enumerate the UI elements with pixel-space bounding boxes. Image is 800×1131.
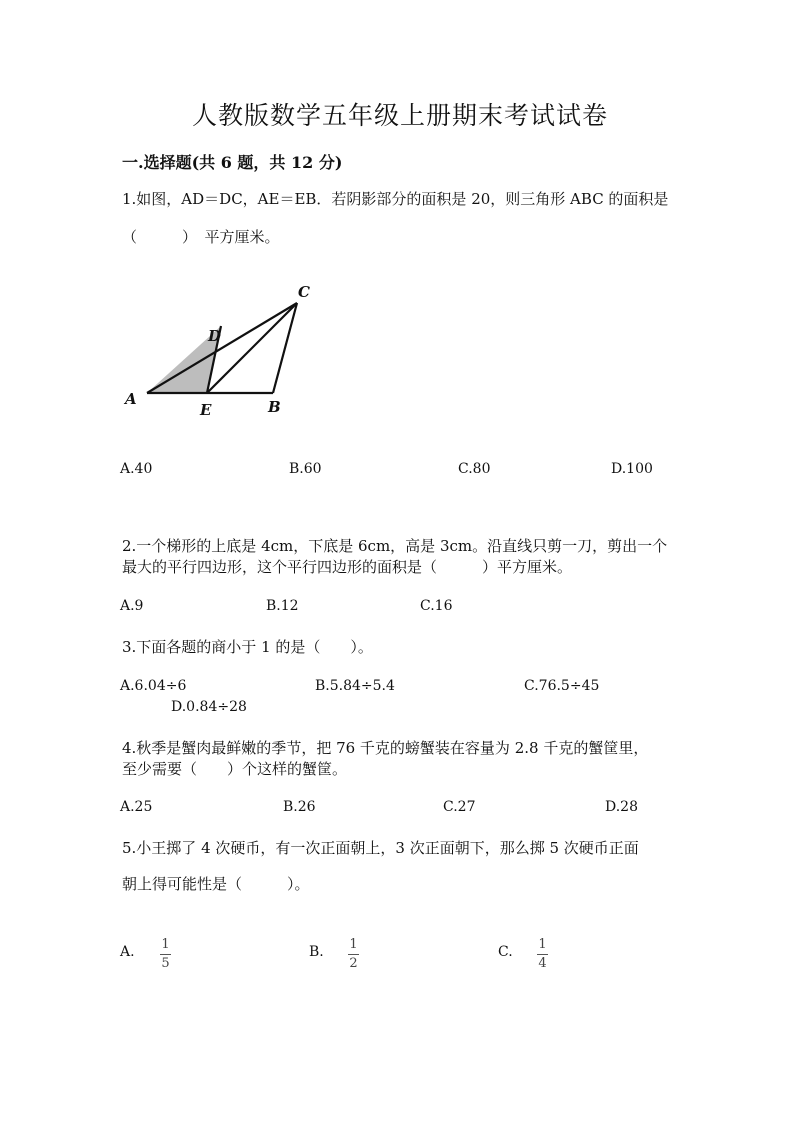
question-3-text: 3.下面各题的商小于 1 的是（ ）。 — [122, 638, 373, 656]
question-4-option-a[interactable]: A.25 — [120, 799, 153, 815]
question-2-text-line2: 最大的平行四边形，这个平行四边形的面积是（ ）平方厘米。 — [122, 558, 573, 576]
label-d: D — [208, 327, 222, 345]
question-5-option-c-fraction[interactable] — [537, 938, 548, 971]
question-2-text-line1: 2.一个梯形的上底是 4cm，下底是 6cm，高是 3cm。沿直线只剪一刀，剪出一个 — [122, 537, 668, 555]
question-1-option-c[interactable]: C.80 — [458, 461, 491, 477]
question-3-option-d[interactable]: D.0.84÷28 — [171, 699, 247, 715]
fraction-denominator: 2 — [349, 956, 358, 971]
fraction-bar — [160, 954, 171, 955]
question-4-option-c[interactable]: C.27 — [443, 799, 476, 815]
label-b: B — [268, 398, 281, 416]
fraction-bar — [537, 954, 548, 955]
question-5-option-b-fraction[interactable] — [348, 938, 359, 971]
fraction-denominator: 5 — [161, 956, 170, 971]
question-3-option-a[interactable]: A.6.04÷6 — [120, 678, 187, 694]
page-title: 人教版数学五年级上册期末考试试卷 — [191, 101, 608, 130]
question-2-option-a[interactable]: A.9 — [120, 598, 144, 614]
label-c: C — [298, 283, 310, 301]
question-5-option-c-label[interactable]: C. — [498, 944, 513, 960]
fraction-denominator: 4 — [538, 956, 547, 971]
question-5-text-line1: 5.小王掷了 4 次硬币，有一次正面朝上，3 次正面朝下，那么掷 5 次硬币正面 — [122, 839, 639, 857]
fraction-numerator: 1 — [161, 937, 170, 952]
question-4-option-d[interactable]: D.28 — [605, 799, 638, 815]
question-5-option-a-fraction[interactable] — [160, 938, 171, 971]
question-3-option-c[interactable]: C.76.5÷45 — [524, 678, 600, 694]
label-a: A — [125, 390, 137, 408]
question-1-option-a[interactable]: A.40 — [120, 461, 153, 477]
question-3-option-b[interactable]: B.5.84÷5.4 — [315, 678, 395, 694]
question-2-option-c[interactable]: C.16 — [420, 598, 453, 614]
question-1-option-b[interactable]: B.60 — [289, 461, 322, 477]
question-4-text-line2: 至少需要（ ）个这样的蟹筐。 — [122, 760, 348, 778]
fraction-bar — [348, 954, 359, 955]
question-1-option-d[interactable]: D.100 — [611, 461, 653, 477]
fraction-numerator: 1 — [538, 937, 547, 952]
label-e: E — [200, 401, 212, 419]
question-4-option-b[interactable]: B.26 — [283, 799, 316, 815]
question-1-text-line1: 1.如图，AD＝DC，AE＝EB．若阴影部分的面积是 20，则三角形 ABC 的面积是 — [122, 190, 669, 208]
question-1-text-line2: （ ） 平方厘米。 — [122, 228, 280, 246]
question-5-text-line2: 朝上得可能性是（ ）。 — [122, 875, 310, 893]
fraction-numerator: 1 — [349, 937, 358, 952]
section-heading: 一.选择题(共 6 题，共 12 分) — [122, 153, 343, 172]
question-4-text-line1: 4.秋季是蟹肉最鲜嫩的季节，把 76 千克的螃蟹装在容量为 2.8 千克的蟹筐里， — [122, 739, 649, 757]
question-2-option-b[interactable]: B.12 — [266, 598, 299, 614]
question-5-option-b-label[interactable]: B. — [309, 944, 324, 960]
question-5-option-a-label[interactable]: A. — [120, 944, 135, 960]
triangle-figure — [115, 275, 330, 425]
